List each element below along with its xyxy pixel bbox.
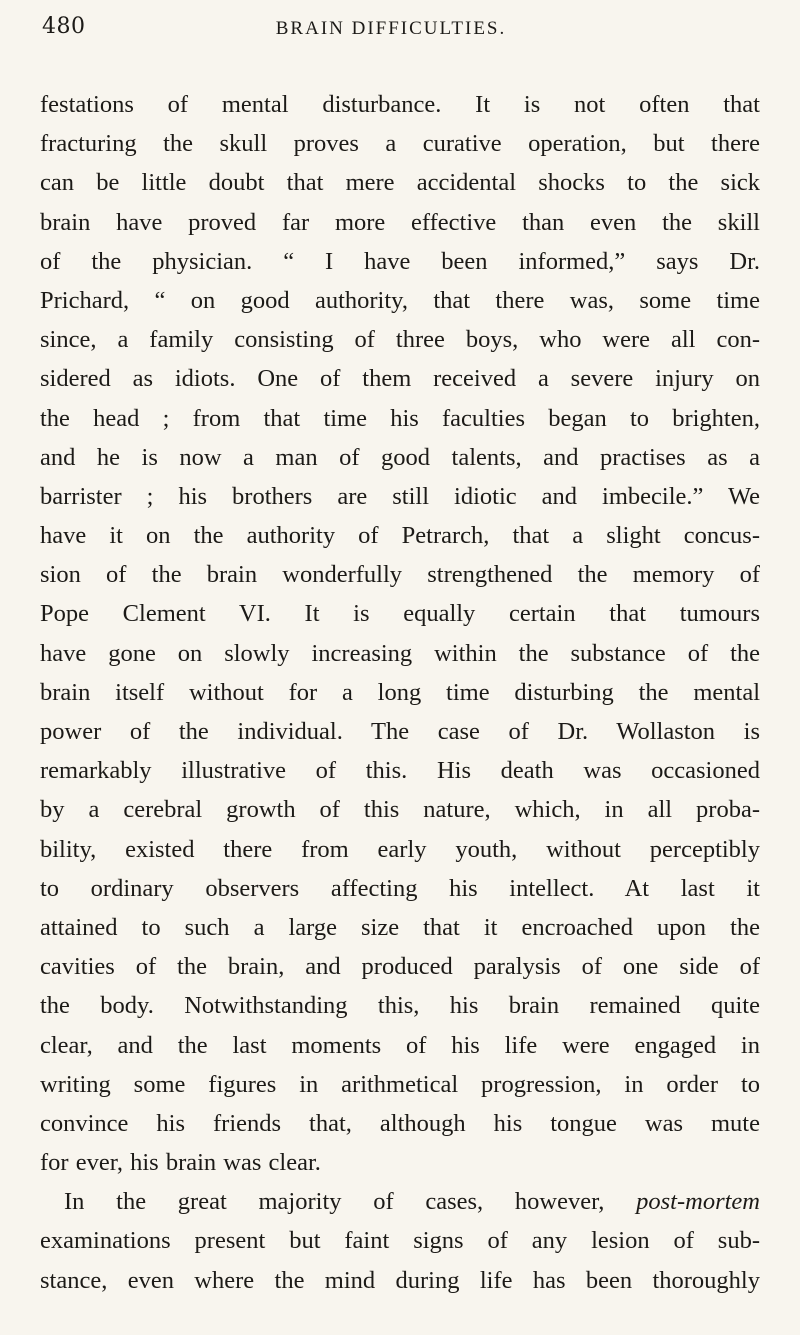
text-line: cavities of the brain, and produced paralysis of one side of — [40, 953, 760, 981]
text-line: sidered as idiots. One of them received a severe injury on — [40, 365, 760, 393]
text-line: the body. Notwithstanding this, his brain remained quite — [40, 992, 760, 1020]
italic-term: post-mortem — [636, 1188, 760, 1216]
text-line: writing some figures in arithmetical progression, in order to — [40, 1070, 760, 1098]
text-line: brain have proved far more effective than even the skill — [40, 208, 760, 236]
text-line: have it on the authority of Petrarch, that a slight concus- — [40, 522, 760, 550]
body-text — [40, 85, 760, 1300]
text-line: festations of mental disturbance. It is not often that — [40, 91, 760, 118]
text-line: can be little doubt that mere accidental shocks to the sick — [40, 169, 760, 197]
text-line: Prichard, “ on good authority, that there was, some time — [40, 286, 760, 314]
page-header — [42, 10, 740, 50]
text-line: examinations present but faint signs of any lesion of sub- — [40, 1227, 760, 1255]
text-line: of the physician. “ I have been informed,” says Dr. — [40, 247, 760, 275]
text-line: fracturing the skull proves a curative operation, but there — [40, 130, 760, 158]
text-line: stance, even where the mind during life has been thoroughly — [40, 1266, 760, 1294]
text-line: power of the individual. The case of Dr. Wollaston is — [40, 718, 760, 745]
paragraph-2-line-1 — [40, 1182, 760, 1221]
text-line: have gone on slowly increasing within the substance of the — [40, 639, 760, 667]
page-number: 480 — [42, 14, 86, 39]
paragraph-2-text: In the great majority of cases, however, — [64, 1188, 637, 1216]
text-line: remarkably illustrative of this. His death was occasioned — [40, 757, 760, 785]
text-line: bility, existed there from early youth, without perceptibly — [40, 835, 760, 863]
text-line: by a cerebral growth of this nature, which, in all proba- — [40, 796, 760, 824]
text-line: the head ; from that time his faculties began to brighten, — [40, 404, 760, 432]
text-line: to ordinary observers affecting his intellect. At last it — [40, 874, 760, 902]
text-line: since, a family consisting of three boys, who were all con- — [40, 326, 760, 354]
text-line: clear, and the last moments of his life were engaged in — [40, 1031, 760, 1059]
text-line: convince his friends that, although his tongue was mute — [40, 1109, 760, 1137]
text-line: sion of the brain wonderfully strengthened the memory of — [40, 561, 760, 589]
running-head: BRAIN DIFFICULTIES. — [275, 18, 507, 39]
text-line: and he is now a man of good talents, and practises as a — [40, 443, 760, 471]
text-line: attained to such a large size that it encroached upon the — [40, 913, 760, 941]
text-line: barrister ; his brothers are still idiotic and imbecile.” We — [40, 482, 760, 510]
text-line: Pope Clement VI. It is equally certain that tumours — [40, 600, 760, 628]
text-line: brain itself without for a long time disturbing the mental — [40, 678, 760, 706]
text-line: for ever, his brain was clear. — [40, 1149, 321, 1177]
